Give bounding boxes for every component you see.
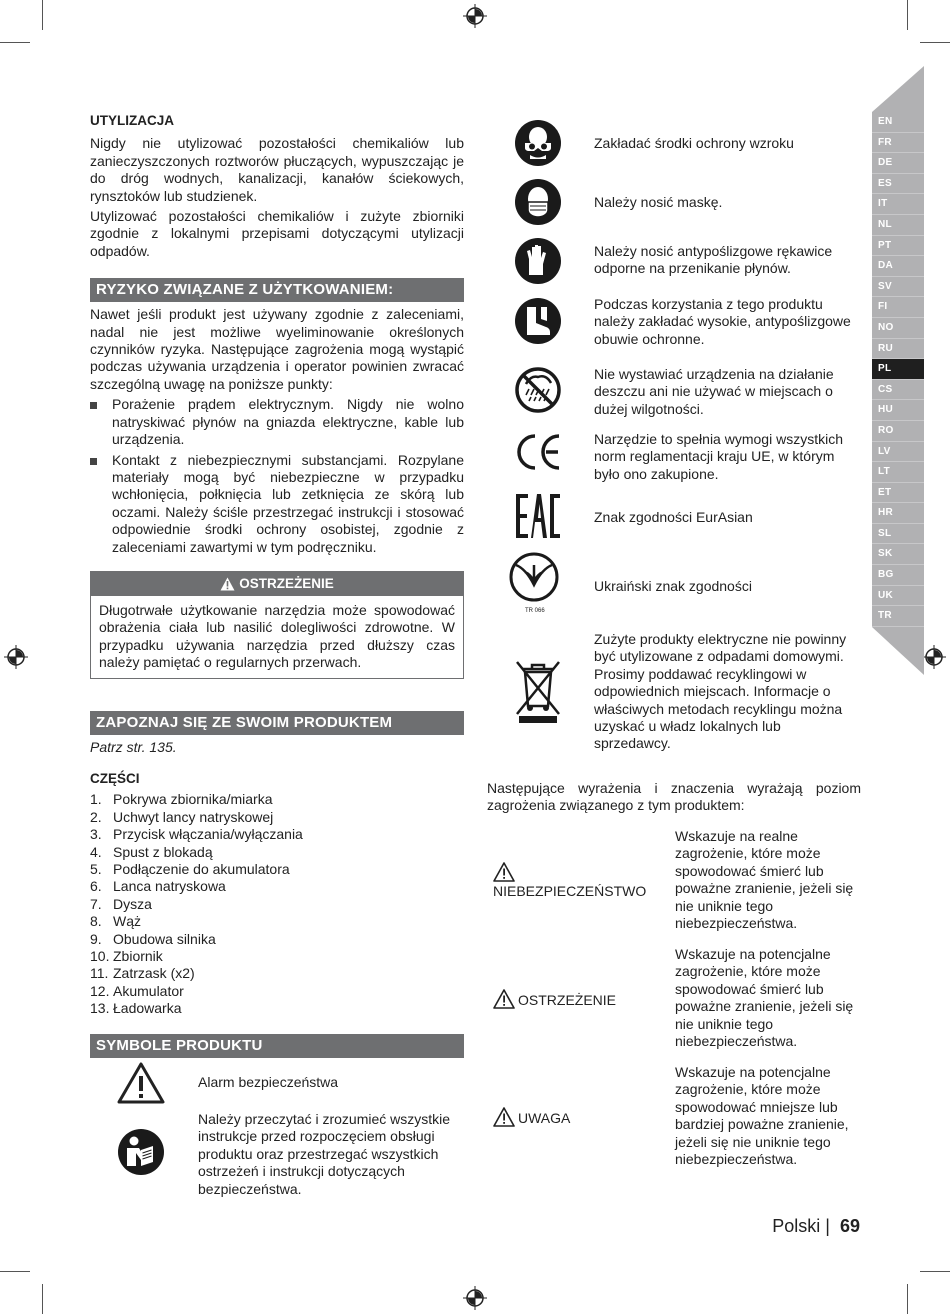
parts-list-item: [90, 809, 464, 826]
language-tab-no[interactable]: NO: [872, 318, 924, 339]
parts-list-item: [90, 861, 464, 878]
language-tab-it[interactable]: IT: [872, 194, 924, 215]
disposal-paragraph-1: Nigdy nie utylizować pozostałości chemikaliów lub zanieczyszczonych roztworów płuczących, wypuszczając je do dróg wodnych, kanalizacji, kanałów ściekowych, rynsztoków lub studzienek.: [90, 135, 464, 204]
language-tab-ru[interactable]: RU: [872, 339, 924, 360]
hazard-label-warning: OSTRZEŻENIE: [518, 992, 617, 1008]
language-tab-nl[interactable]: NL: [872, 215, 924, 236]
ce-mark-icon: [514, 432, 562, 472]
know-product-heading: ZAPOZNAJ SIĘ ZE SWOIM PRODUKTEM: [90, 711, 464, 735]
part-label: Akumulator: [113, 982, 184, 999]
ukrainian-mark-caption: TR 066: [525, 608, 545, 614]
language-tab-uk[interactable]: UK: [872, 586, 924, 607]
part-number: 1.: [90, 791, 102, 808]
danger-triangle-icon: [493, 862, 515, 882]
eac-mark-text: Znak zgodności EurAsian: [594, 509, 753, 525]
disposal-heading: UTYLIZACJA: [90, 113, 174, 128]
language-tab-bg[interactable]: BG: [872, 565, 924, 586]
part-number: 5.: [90, 860, 102, 877]
bullet-square-icon: [90, 402, 97, 409]
language-tab-ro[interactable]: RO: [872, 421, 924, 442]
read-manual-icon: [117, 1128, 165, 1176]
no-rain-text: Nie wystawiać urządzenia na działanie deszczu ani nie używać w miejscach o dużej wilgotności.: [594, 366, 834, 417]
safety-alert-text: Alarm bezpieczeństwa: [198, 1074, 339, 1090]
hazard-text-warning: Wskazuje na potencjalne zagrożenie, które może spowodować śmierć lub poważne zranienie, jeżeli się nie uniknie tego niebezpieczeństwa.: [675, 946, 854, 1050]
language-tab-fi[interactable]: FI: [872, 297, 924, 318]
warning-level-triangle-icon: [493, 989, 515, 1009]
language-tab-bar: [872, 112, 924, 627]
risk-bullet: Porażenie prądem elektrycznym. Nigdy nie wolno natryskiwać płynów na gniazda elektryczne, kable lub urządzenia.: [90, 396, 464, 448]
part-number: 8.: [90, 913, 102, 930]
parts-list-item: [90, 913, 464, 930]
language-tab-fr[interactable]: FR: [872, 133, 924, 154]
part-number: 12.: [90, 982, 110, 999]
part-label: Uchwyt lancy natryskowej: [113, 808, 274, 825]
gloves-text: Należy nosić antypoślizgowe rękawice odporne na przenikanie płynów.: [594, 243, 833, 277]
part-number: 2.: [90, 808, 102, 825]
eye-protection-text: Zakładać środki ochrony wzroku: [594, 135, 794, 151]
disposal-paragraph-2: Utylizować pozostałości chemikaliów i zużyte zbiorniki zgodnie z lokalnymi przepisami dotyczącymi utylizacji odpadów.: [90, 208, 464, 259]
parts-list-item: [90, 931, 464, 948]
part-label: Podłączenie do akumulatora: [113, 860, 290, 877]
parts-list-item: [90, 791, 464, 808]
parts-list-item: [90, 948, 464, 965]
language-tab-hu[interactable]: HU: [872, 400, 924, 421]
weee-crossed-bin-icon: [513, 658, 563, 724]
crop-mark: [42, 0, 43, 30]
safety-alert-triangle-icon: [117, 1062, 165, 1104]
footer-language: Polski |: [772, 1216, 830, 1236]
crop-mark: [0, 42, 30, 43]
parts-list-item: [90, 983, 464, 1000]
parts-list-item: [90, 965, 464, 982]
crop-mark: [920, 1271, 950, 1272]
page-number: 69: [839, 1216, 860, 1236]
bullet-square-icon: [90, 458, 97, 465]
part-label: Ładowarka: [113, 1000, 182, 1017]
part-label: Lanca natryskowa: [113, 878, 226, 895]
crop-mark: [907, 1284, 908, 1314]
part-number: 3.: [90, 826, 102, 843]
warning-box: [90, 571, 464, 679]
language-tab-sl[interactable]: SL: [872, 524, 924, 545]
parts-list: [90, 791, 464, 1017]
registration-mark-icon: [463, 1286, 487, 1310]
language-tab-et[interactable]: ET: [872, 483, 924, 504]
risk-intro: Nawet jeśli produkt jest używany zgodnie z zaleceniami, nadal nie jest możliwe wyeliminowanie określonych czynników ryzyka. Następujące zagrożenia mogą wystąpić podczas używania urządzenia i operator powinien zwracać szczególną uwagę na poniższe punkty:: [90, 306, 464, 392]
language-tab-da[interactable]: DA: [872, 256, 924, 277]
part-label: Dysza: [113, 895, 152, 912]
language-tab-lt[interactable]: LT: [872, 462, 924, 483]
part-label: Spust z blokadą: [113, 843, 213, 860]
parts-list-item: [90, 878, 464, 895]
registration-mark-icon: [463, 4, 487, 28]
warning-box-title: OSTRZEŻENIE: [239, 575, 334, 591]
language-tab-es[interactable]: ES: [872, 174, 924, 195]
risk-bullet-list: [90, 396, 464, 556]
part-label: Wąż: [113, 913, 141, 930]
read-manual-text: Należy przeczytać i zrozumieć wszystkie instrukcje przed rozpoczęciem obsługi produktu oraz przestrzegać wszystkich ostrzeżeń i instrukcji dotyczących bezpieczeństwa.: [198, 1111, 451, 1197]
hazard-text-danger: Wskazuje na realne zagrożenie, które może spowodować śmierć lub poważne zranienie, jeżeli się nie uniknie tego niebezpieczeństwa.: [675, 828, 854, 932]
language-tab-pl[interactable]: PL: [872, 359, 924, 380]
language-tab-hr[interactable]: HR: [872, 503, 924, 524]
part-number: 4.: [90, 843, 102, 860]
parts-heading: CZĘŚCI: [90, 770, 140, 786]
language-tab-sk[interactable]: SK: [872, 544, 924, 565]
part-number: 9.: [90, 930, 102, 947]
crop-mark: [907, 0, 908, 30]
part-label: Zbiornik: [113, 947, 163, 964]
hazard-label-danger: NIEBEZPIECZEŃSTWO: [493, 883, 647, 899]
part-number: 6.: [90, 878, 102, 895]
crop-mark: [920, 42, 950, 43]
left-column: [90, 112, 464, 1062]
parts-list-item: [90, 896, 464, 913]
crop-mark: [0, 1271, 30, 1272]
language-tab-de[interactable]: DE: [872, 153, 924, 174]
eye-protection-icon: [514, 119, 562, 167]
language-tab-sv[interactable]: SV: [872, 277, 924, 298]
face-mask-icon: [514, 178, 562, 226]
part-label: Obudowa silnika: [113, 930, 216, 947]
warning-box-header: [91, 572, 463, 596]
safety-boots-text: Podczas korzystania z tego produktu należy zakładać wysokie, antypoślizgowe obuwie ochronne.: [594, 296, 851, 347]
parts-list-item: [90, 844, 464, 861]
registration-mark-icon: [922, 645, 946, 669]
language-tab-tr[interactable]: TR: [872, 606, 924, 627]
lang-tab-top-triangle: [872, 66, 924, 112]
part-label: Przycisk włączania/wyłączania: [113, 826, 303, 843]
part-number: 11.: [90, 965, 109, 982]
see-page-reference: Patrz str. 135.: [90, 738, 177, 755]
crop-mark: [42, 1284, 43, 1314]
hazard-text-caution: Wskazuje na potencjalne zagrożenie, które może spowodować mniejsze lub bardziej poważne zranienie, jeżeli się nie uniknie tego niebezpieczeństwa.: [675, 1064, 849, 1168]
risk-bullet: Kontakt z niebezpiecznymi substancjami. Rozpylane materiały mogą być niebezpieczne w przypadku wchłonięcia, połknięcia lub zetknięcia ze skórą lub oczami. Należy ściśle przestrzegać instrukcji i stosować odpowiednie środki ochrony osobistej, zgodnie z zaleceniami zawartymi w tym podręczniku.: [90, 452, 464, 556]
language-tab-en[interactable]: EN: [872, 112, 924, 133]
gloves-icon: [514, 237, 562, 285]
page-footer: [772, 1218, 860, 1235]
parts-list-item: [90, 1000, 464, 1017]
no-rain-icon: [514, 366, 562, 414]
warning-triangle-icon: [220, 577, 235, 591]
language-tab-lv[interactable]: LV: [872, 442, 924, 463]
part-number: 10.: [90, 947, 110, 964]
part-label: Zatrzask (x2): [113, 965, 195, 982]
warning-box-text: Długotrwałe użytkowanie narzędzia może spowodować obrażenia ciała lub nasilić dolegliwości zdrowotne. W przypadku używania narzędzia przed dłuższy czas należy pamiętać o regularnych przerwach.: [99, 601, 455, 671]
weee-text: Zużyte produkty elektryczne nie powinny być utylizowane z odpadami domowymi. Prosimy poddawać recyklingowi w odpowiednich miejscach. Informacje o właściwych metodach recyklingu można uzyskać u władz lokalnych lub sprzedawcy.: [594, 631, 847, 752]
part-label: Pokrywa zbiornika/miarka: [113, 791, 273, 808]
eac-mark-icon: [514, 492, 562, 540]
ce-mark-text: Narzędzie to spełnia wymogi wszystkich norm reglamentacji kraju UE, w którym było ono zakupione.: [594, 431, 843, 482]
hazard-levels-intro: Następujące wyrażenia i znaczenia wyrażają poziom zagrożenia związanego z tym produktem:: [487, 780, 861, 814]
ukrainian-mark-text: Ukraiński znak zgodności: [594, 578, 752, 594]
ukrainian-conformity-mark-icon: [508, 551, 560, 603]
caution-triangle-icon: [493, 1107, 515, 1127]
product-symbols-heading: SYMBOLE PRODUKTU: [90, 1034, 464, 1058]
hazard-label-caution: UWAGA: [518, 1110, 571, 1126]
safety-boots-icon: [514, 297, 562, 345]
lang-tab-bottom-triangle: [872, 627, 924, 675]
risk-heading: RYZYKO ZWIĄZANE Z UŻYTKOWANIEM:: [90, 278, 464, 302]
language-tab-pt[interactable]: PT: [872, 236, 924, 257]
language-tab-cs[interactable]: CS: [872, 380, 924, 401]
part-number: 7.: [90, 895, 102, 912]
face-mask-text: Należy nosić maskę.: [594, 194, 723, 210]
registration-mark-icon: [4, 645, 28, 669]
parts-list-item: [90, 826, 464, 843]
part-number: 13.: [90, 1000, 110, 1017]
